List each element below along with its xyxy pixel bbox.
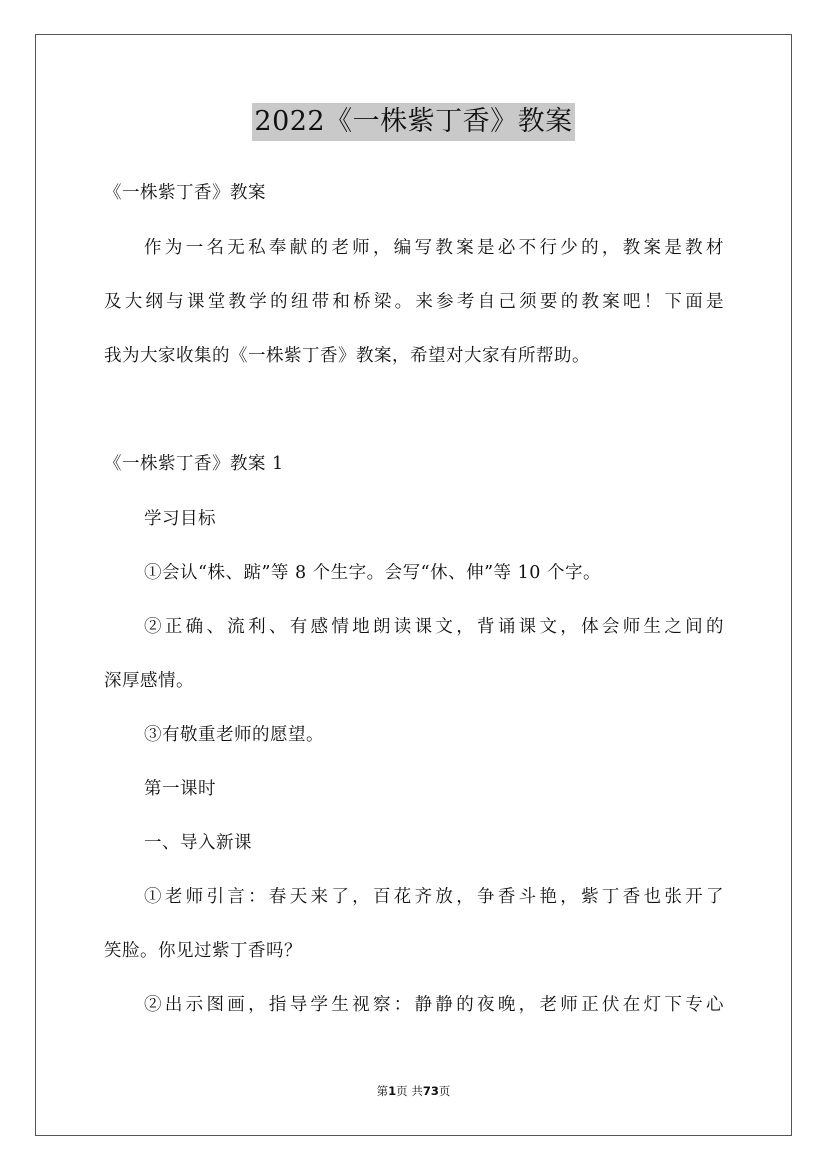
goal-2-line-1: ②正确、流利、有感情地朗读课文，背诵课文，体会师生之间的	[144, 617, 724, 637]
intro-line-2: 及大纲与课堂教学的纽带和桥梁。来参考自己须要的教案吧！下面是	[104, 292, 724, 312]
section-heading: 《一株紫丁香》教案 1	[104, 454, 284, 474]
goal-1: ①会认“株、踮”等 8 个生字。会写“休、伸”等 10 个字。	[144, 563, 601, 583]
subtitle: 《一株紫丁香》教案	[104, 183, 266, 203]
page-footer	[0, 1083, 827, 1099]
step-1-line-2: 笑脸。你见过紫丁香吗？	[104, 941, 302, 961]
footer-suffix: 页	[438, 1084, 451, 1098]
goal-3: ③有敬重老师的愿望。	[144, 725, 324, 745]
intro-line-1: 作为一名无私奉献的老师，编写教案是必不行少的，教案是教材	[144, 238, 724, 258]
footer-total-pages: 73	[422, 1084, 439, 1098]
footer-page-number: 1	[388, 1084, 397, 1098]
step-heading: 一、导入新课	[144, 833, 252, 853]
document-title: 2022《一株紫丁香》教案	[252, 103, 574, 141]
lesson-heading: 第一课时	[144, 779, 216, 799]
footer-prefix: 第	[376, 1084, 389, 1098]
footer-mid: 页 共	[396, 1084, 423, 1098]
title-container	[0, 103, 827, 141]
goals-heading: 学习目标	[144, 509, 216, 529]
goal-2-line-2: 深厚感情。	[104, 671, 194, 691]
intro-line-3: 我为大家收集的《一株紫丁香》教案，希望对大家有所帮助。	[104, 346, 590, 366]
step-2-line-1: ②出示图画，指导学生视察：静静的夜晚，老师正伏在灯下专心	[144, 995, 724, 1015]
step-1-line-1: ①老师引言：春天来了，百花齐放，争香斗艳，紫丁香也张开了	[144, 887, 724, 907]
